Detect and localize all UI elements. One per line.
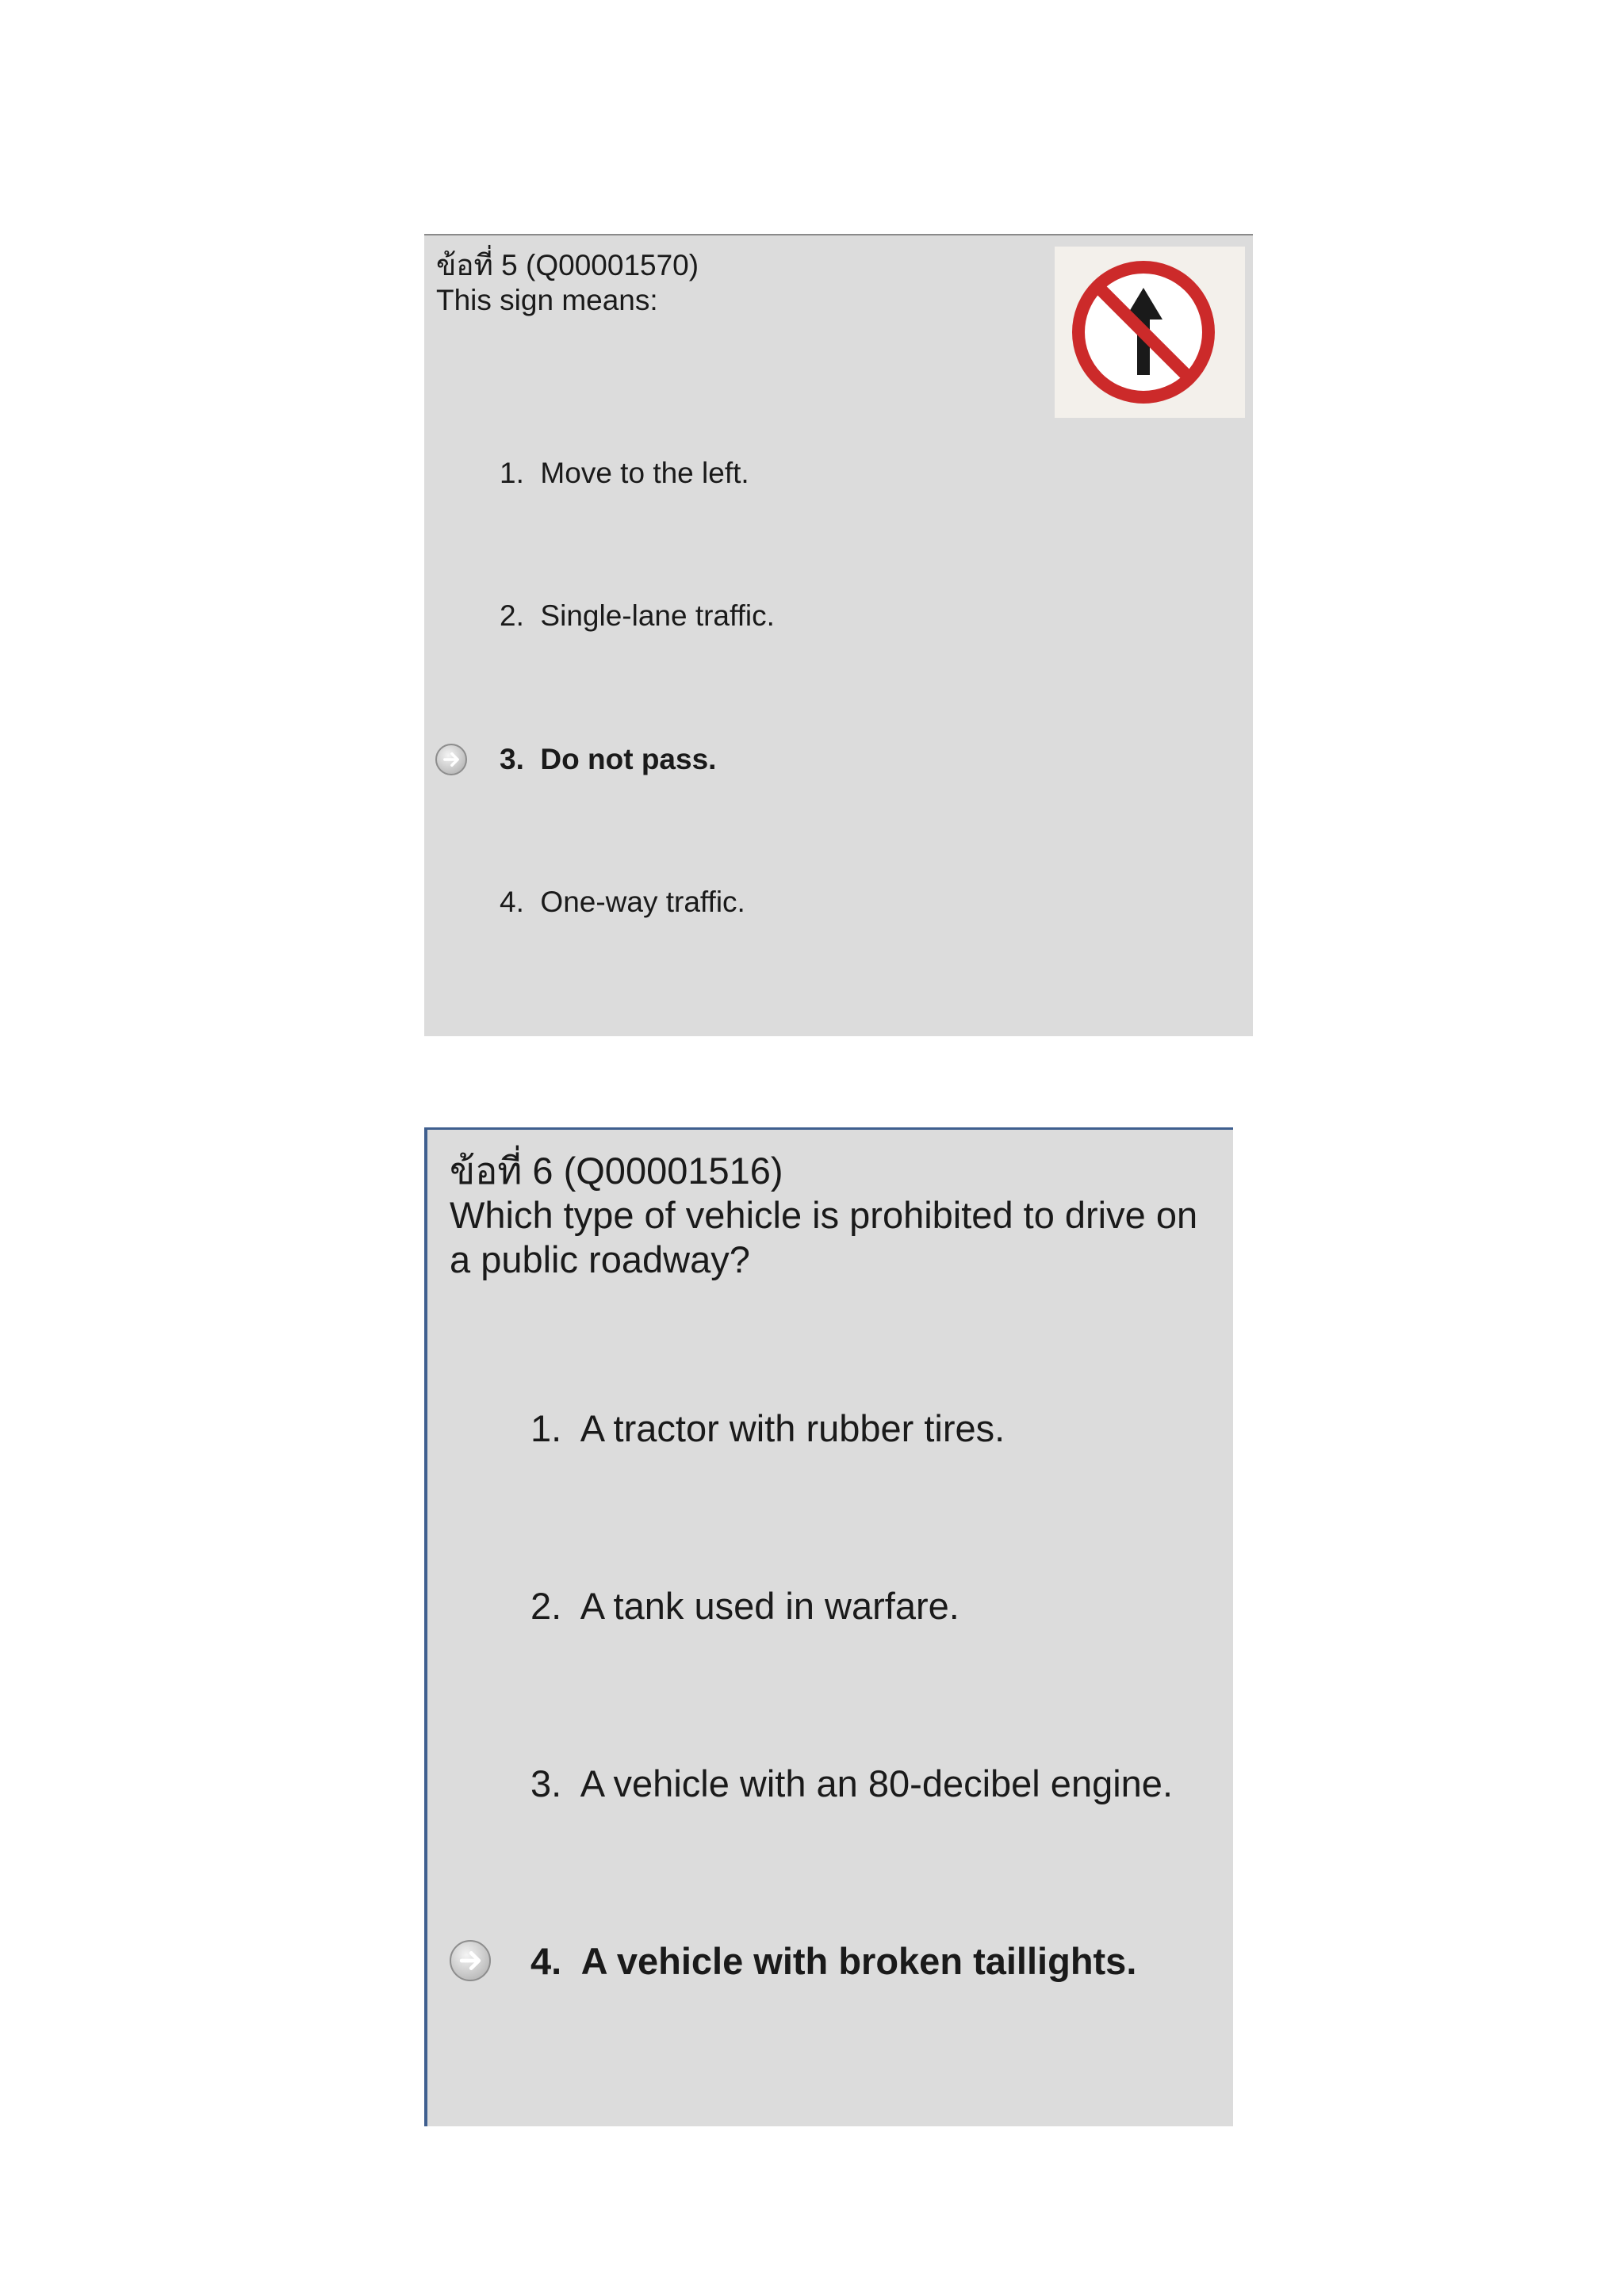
question-5-panel (424, 234, 1253, 1036)
selected-arrow-icon (435, 744, 467, 775)
option-number: 1. (500, 457, 533, 489)
question-5-heading (436, 248, 699, 319)
no-straight-ahead-sign-icon (1055, 247, 1245, 418)
option-text: A tank used in warfare. (580, 1584, 959, 1627)
option-number: 2. (530, 1584, 573, 1627)
option-number: 2. (500, 599, 533, 632)
selected-arrow-icon (450, 1940, 491, 1981)
option-number: 4. (500, 886, 533, 918)
option-text: A tractor with rubber tires. (580, 1406, 1005, 1449)
option-number: 4. (530, 1939, 573, 1982)
question-6-heading (450, 1149, 1211, 1282)
option-text: One-way traffic. (540, 886, 745, 918)
option-text: Single-lane traffic. (540, 599, 775, 632)
option-text: A vehicle with broken taillights. (580, 1939, 1137, 1982)
question-6-panel (424, 1127, 1233, 2126)
option-text: Do not pass. (540, 743, 717, 775)
question-5-number: ข้อที่ 5 (Q00001570) (436, 249, 699, 281)
option-number: 3. (530, 1762, 573, 1804)
question-6-number: ข้อที่ 6 (Q00001516) (450, 1150, 783, 1192)
question-5-text: This sign means: (436, 284, 658, 317)
option-text: Move to the left. (540, 457, 749, 489)
question-6-text: Which type of vehicle is prohibited to drive on a public roadway? (450, 1194, 1198, 1280)
option-text: A vehicle with an 80-decibel engine. (580, 1762, 1174, 1804)
option-number: 1. (530, 1406, 573, 1449)
option-number: 3. (500, 743, 533, 775)
